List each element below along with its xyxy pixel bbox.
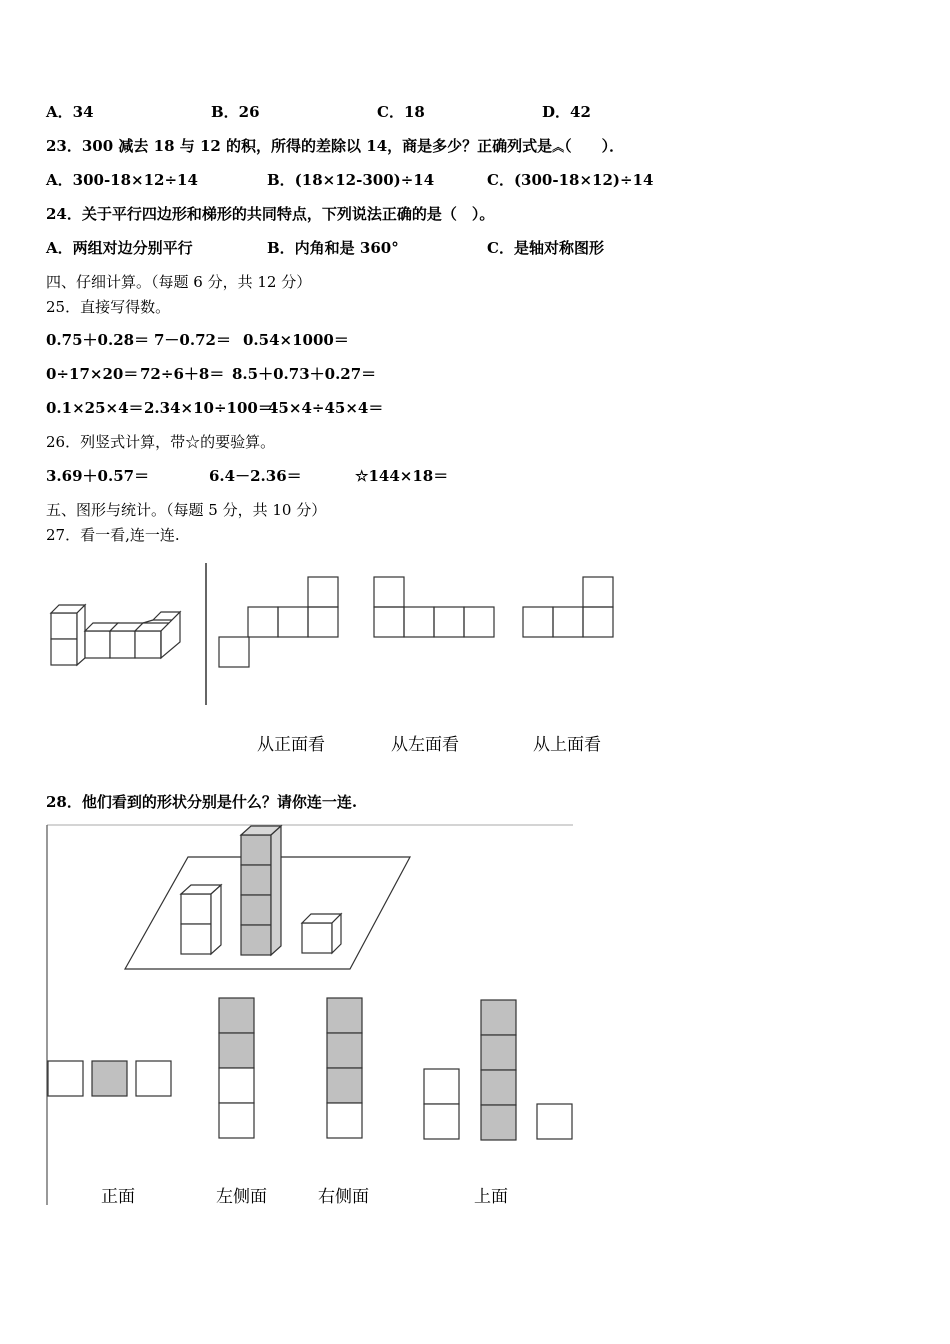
q28-view-front xyxy=(48,1061,171,1096)
q28-label-front: 正面 xyxy=(101,1187,135,1207)
q25-r2-c3: 8.5＋0.73＋0.27＝ xyxy=(232,365,377,383)
q25-r2-c1: 0÷17×20＝ xyxy=(46,365,139,383)
q27-label-left: 从左面看 xyxy=(391,735,459,755)
q24-option-b: B．内角和是 360° xyxy=(267,239,399,257)
q25-r1-c1: 0.75＋0.28＝ xyxy=(46,331,150,349)
q26-item-1: 3.69＋0.57＝ xyxy=(46,467,150,485)
q22-option-d: D．42 xyxy=(542,103,591,121)
q25-r1-c2: 7－0.72＝ xyxy=(154,331,231,349)
section4-title: 四、仔细计算。（每题 6 分，共 12 分） xyxy=(46,273,312,291)
q28-view-top xyxy=(424,1000,572,1140)
q28-label-right-side: 右侧面 xyxy=(318,1187,369,1207)
q28-label-left-side: 左侧面 xyxy=(216,1187,267,1207)
q26-item-2: 6.4－2.36＝ xyxy=(209,467,302,485)
section5-title: 五、图形与统计。（每题 5 分，共 10 分） xyxy=(46,501,327,519)
q28-stem: 28．他们看到的形状分别是什么？请你连一连. xyxy=(46,793,358,811)
q23-stem-text: 23．300 减去 18 与 12 的积，所得的差除以 14，商是多少？正确列式是 xyxy=(46,137,553,155)
q25-r2-c2: 72÷6＋8＝ xyxy=(140,365,225,383)
q26-stem: 26．列竖式计算，带☆的要验算。 xyxy=(46,433,276,451)
q25-r3-c3: 45×4÷45×4＝ xyxy=(268,399,384,417)
q28-label-top: 上面 xyxy=(474,1187,508,1207)
q28-stack-tall xyxy=(241,826,281,955)
q27-stem: 27．看一看,连一连. xyxy=(46,526,180,544)
q27-label-top: 从上面看 xyxy=(533,735,601,755)
q28-view-right xyxy=(327,998,362,1138)
q22-option-b: B．26 xyxy=(211,103,260,121)
q23-stem-tail: （ ）． xyxy=(564,137,625,155)
q23-option-c: C．(300-18×12)÷14 xyxy=(487,171,654,189)
q28-single-cube xyxy=(302,914,341,953)
q23-option-a: A．300-18×12÷14 xyxy=(46,171,198,189)
q26-item-3: ☆144×18＝ xyxy=(355,467,449,485)
q25-stem: 25．直接写得数。 xyxy=(46,298,171,316)
q24-stem: 24．关于平行四边形和梯形的共同特点，下列说法正确的是（ ）。 xyxy=(46,205,495,223)
q27-label-front: 从正面看 xyxy=(257,735,325,755)
q23-stray-mark-icon: ︽ xyxy=(552,140,565,154)
q24-option-c: C．是轴对称图形 xyxy=(487,239,604,257)
q25-r1-c3: 0.54×1000＝ xyxy=(243,331,349,349)
q24-option-a: A．两组对边分别平行 xyxy=(46,239,193,257)
q28-view-left xyxy=(219,998,254,1138)
q28-stack-left xyxy=(181,885,221,954)
q25-r3-c2: 2.34×10÷100＝ xyxy=(144,399,273,417)
q23-option-b: B．(18×12-300)÷14 xyxy=(267,171,435,189)
q22-option-c: C．18 xyxy=(377,103,425,121)
q22-option-a: A．34 xyxy=(46,103,94,121)
q25-r3-c1: 0.1×25×4＝ xyxy=(46,399,144,417)
